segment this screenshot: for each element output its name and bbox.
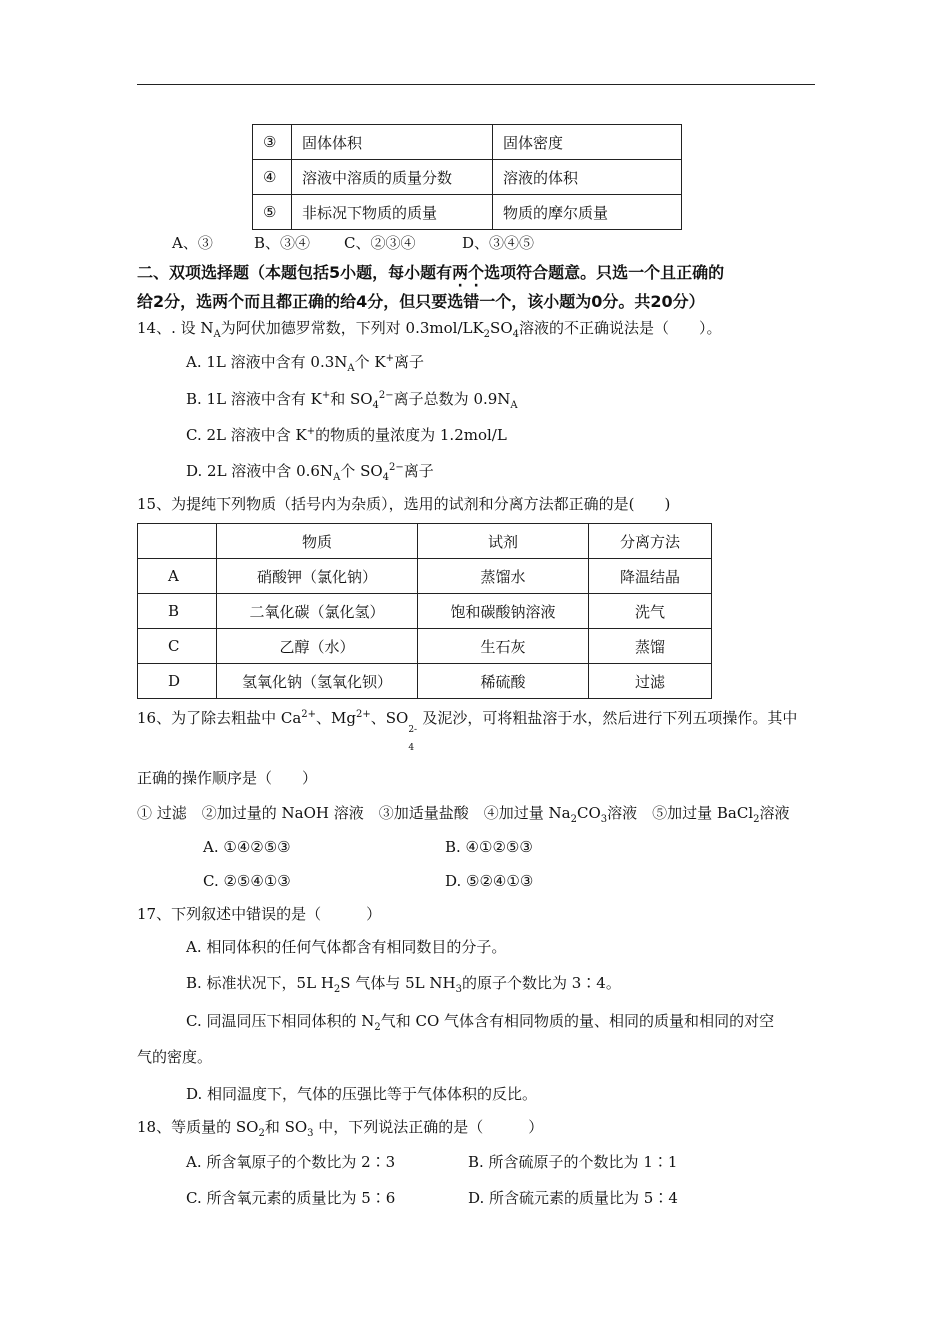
table-row [138, 629, 712, 664]
table-cell [138, 524, 217, 559]
q17-option-a: A. 相同体积的任何气体都含有相同数目的分子。 [186, 938, 507, 956]
q18-option-c: C. 所含氧元素的质量比为 5∶6 [186, 1189, 396, 1207]
header-rule [137, 84, 815, 85]
q13-options [172, 233, 535, 253]
table-row [253, 125, 682, 160]
table-row [138, 559, 712, 594]
q14-stem: 14、. 设 $N_A$为阿伏加德罗常数，下列对 $0.3mol/LK_2SO_4$溶液的不正确说法是（ ）。 [137, 319, 722, 340]
table-cell: 降温结晶 [589, 559, 712, 594]
table-row [138, 594, 712, 629]
option-c: C、②③④ [344, 234, 416, 252]
table-cell: 分离方法 [589, 524, 712, 559]
table-cell: 硝酸钾（氯化钠） [217, 559, 418, 594]
q17-option-c: C. 同温同压下相同体积的 $N_2$气和 CO 气体含有相同物质的量、相同的质量和相同的对空 [186, 1012, 775, 1033]
table-cell: 生石灰 [418, 629, 589, 664]
q14-option-b: B. 1L 溶液中含有 K+和 $SO_4^{2-}$离子总数为 $0.9N_A$ [186, 390, 518, 411]
table-cell: 过滤 [589, 664, 712, 699]
table-cell: C [138, 629, 217, 664]
table-cell: 稀硫酸 [418, 664, 589, 699]
option-b: B、③④ [254, 234, 311, 252]
section-2-heading-line2: 给2分，选两个而且都正确的给4分，但只要选错一个，该小题为0分。共20分） [137, 292, 705, 311]
table-cell: 氢氧化钠（氢氧化钡） [217, 664, 418, 699]
q14-option-d: D. 2L 溶液中含 $0.6N_A$个 $SO_4^{2-}$离子 [186, 462, 434, 483]
q17-stem: 17、下列叙述中错误的是（ ） [137, 905, 382, 923]
q17-option-b: B. 标准状况下，5L $H_2S$ 气体与 5L $NH_3$的原子个数比为 3∶4。 [186, 974, 621, 995]
table-cell: ④ [253, 160, 292, 195]
table-cell: D [138, 664, 217, 699]
q15-stem: 15、为提纯下列物质（括号内为杂质），选用的试剂和分离方法都正确的是( ) [137, 495, 671, 513]
table-cell: 饱和碳酸钠溶液 [418, 594, 589, 629]
q16-stem: 16、为了除去粗盐中 $Ca^{2+}$、$Mg^{2+}$、SO 2- 4 及泥沙，可将粗盐溶于水，然后进行下列五项操作。其中 [137, 709, 798, 753]
table-header-row [138, 524, 712, 559]
purification-table [137, 523, 712, 699]
table-row [253, 160, 682, 195]
table-row [138, 664, 712, 699]
q14-option-a: A. 1L 溶液中含有 $0.3N_A$个 K+离子 [186, 353, 425, 374]
table-cell: 固体密度 [493, 125, 682, 160]
q16-option-b: B. ④①②⑤③ [445, 838, 533, 856]
table-cell: 物质的摩尔质量 [493, 195, 682, 230]
table-cell: B [138, 594, 217, 629]
q16-option-a: A. ①④②⑤③ [203, 838, 291, 856]
q16-option-c: C. ②⑤④①③ [203, 872, 291, 890]
table-cell: 物质 [217, 524, 418, 559]
q17-option-d: D. 相同温度下，气体的压强比等于气体体积的反比。 [186, 1085, 538, 1103]
table-cell: 试剂 [418, 524, 589, 559]
table-cell: 溶液的体积 [493, 160, 682, 195]
q16-operations: ① 过滤 ②加过量的 NaOH 溶液 ③加适量盐酸 ④加过量 $Na_2CO_3$溶液 ⑤加过量 BaCl$_2$溶液 [137, 804, 790, 825]
q18-option-d: D. 所含硫元素的质量比为 5∶4 [468, 1189, 678, 1207]
table-cell: 溶液中溶质的质量分数 [292, 160, 493, 195]
table-cell: 固体体积 [292, 125, 493, 160]
table-row [253, 195, 682, 230]
table-cell: ⑤ [253, 195, 292, 230]
table-cell: 二氧化碳（氯化氢） [217, 594, 418, 629]
table-cell: A [138, 559, 217, 594]
section-2-heading: 二、双项选择题（本题包括5小题，每小题有两个选项符合题意。只选一个且正确的 [137, 263, 725, 282]
comparison-table [252, 124, 682, 230]
q16-stem-line2: 正确的操作顺序是（ ） [137, 769, 318, 787]
option-d: D、③④⑤ [462, 234, 535, 252]
table-cell: 蒸馏 [589, 629, 712, 664]
table-cell: 非标况下物质的质量 [292, 195, 493, 230]
q18-option-b: B. 所含硫原子的个数比为 1∶1 [468, 1153, 678, 1171]
q16-option-d: D. ⑤②④①③ [445, 872, 534, 890]
table-cell: 乙醇（水） [217, 629, 418, 664]
q17-option-c-line2: 气的密度。 [137, 1048, 213, 1066]
table-cell: 洗气 [589, 594, 712, 629]
q18-stem: 18、等质量的 $SO_2$和 $SO_3$ 中，下列说法正确的是（ ） [137, 1118, 544, 1139]
q18-option-a: A. 所含氧原子的个数比为 2∶3 [186, 1153, 396, 1171]
option-a: A、③ [172, 234, 213, 252]
table-cell: 蒸馏水 [418, 559, 589, 594]
q14-option-c: C. 2L 溶液中含 K+的物质的量浓度为 1.2mol/L [186, 426, 507, 444]
table-cell: ③ [253, 125, 292, 160]
